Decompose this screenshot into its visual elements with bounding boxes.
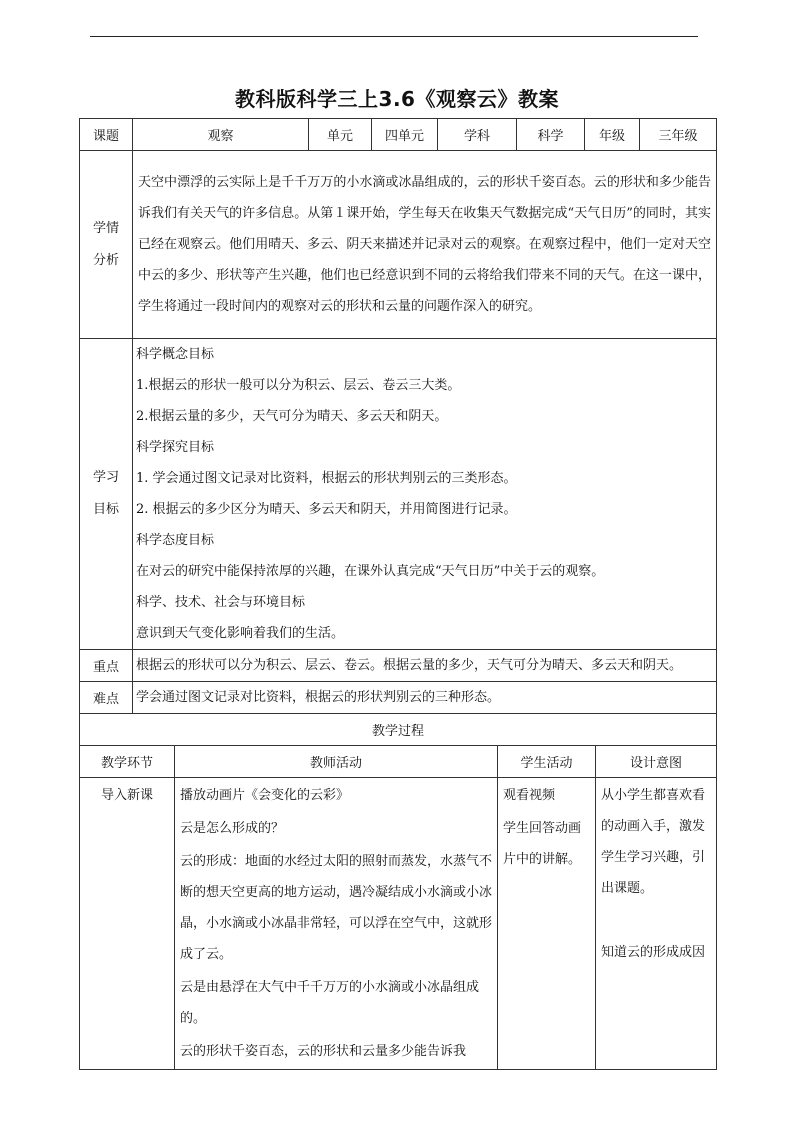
topic-label: 课题	[80, 119, 133, 151]
difficulty-text: 学会通过图文记录对比资料，根据云的形状判别云的三种形态。	[136, 690, 501, 705]
unit-label: 单元	[309, 119, 372, 151]
header-stage: 教学环节	[80, 746, 175, 778]
teacher-line: 云的形成：地面的水经过太阳的照射而蒸发，水蒸气不断的想天空更高的地方运动，遇冷凝结成小水滴或小冰晶，小水滴或小冰晶非常轻，可以浮在空气中，这就形成了云。	[180, 854, 493, 962]
analysis-text: 天空中漂浮的云实际上是千千万万的小水滴或冰晶组成的，云的形状千姿百态。云的形状和多少能告诉我们有关天气的许多信息。从第１课开始，学生每天在收集天气数据完成“天气日历”的同时，其实已经在观察云。他们用晴天、多云、阴天来描述并记录对云的观察。在观察过程中，他们一定对天空中云的多少、形状等产生兴趣，他们也已经意识到不同的云将给我们带来不同的天气。在这一课中，学生将通过一段时间内的观察对云的形状和云量的问题作深入的研究。	[138, 175, 711, 314]
process-title-row	[80, 714, 717, 746]
process-row-intro	[80, 778, 717, 1070]
unit-value: 四单元	[372, 119, 438, 151]
student-line: 观看视频	[503, 788, 556, 803]
stage-cell	[80, 778, 175, 1070]
key-point-row	[80, 650, 717, 682]
header-design-intent: 设计意图	[596, 746, 717, 778]
process-header-row	[80, 746, 717, 778]
objectives-content	[133, 339, 717, 650]
difficulty-row	[80, 682, 717, 714]
analysis-content	[133, 151, 717, 339]
intent-line: 知道云的形成成因	[601, 945, 706, 960]
topic-value: 观察	[133, 119, 309, 151]
objectives-label	[80, 339, 133, 650]
subject-value: 科学	[517, 119, 585, 151]
objective-line: 科学、技术、社会与环境目标	[136, 595, 306, 610]
difficulty-content	[133, 682, 717, 714]
header-student-activity: 学生活动	[498, 746, 596, 778]
objective-line: 科学态度目标	[136, 533, 215, 548]
analysis-label	[80, 151, 133, 339]
analysis-label-line-2: 分析	[92, 252, 119, 268]
stage-text: 导入新课	[100, 788, 153, 803]
objective-line: 2. 根据云的多少区分为晴天、多云天和阴天，并用简图进行记录。	[136, 502, 517, 517]
analysis-label-line-1: 学情	[92, 220, 119, 236]
info-row	[80, 119, 717, 151]
teacher-line: 云是由悬浮在大气中千千万万的小水滴或小冰晶组成的。	[180, 980, 480, 1026]
analysis-row	[80, 151, 717, 339]
header-rule	[90, 36, 698, 37]
student-activity-cell	[498, 778, 596, 1070]
intent-line: 从小学生都喜欢看的动画入手，激发学生学习兴趣，引出课题。	[601, 788, 706, 896]
objectives-label-line-1: 学习	[92, 470, 119, 485]
student-line: 学生回答动画片中的讲解。	[503, 821, 582, 867]
objectives-label-line-2: 目标	[92, 502, 119, 517]
objective-line: 2.根据云量的多少，天气可分为晴天、多云天和阴天。	[136, 409, 448, 424]
design-intent-cell	[596, 778, 717, 1070]
key-point-text: 根据云的形状可以分为积云、层云、卷云。根据云量的多少，天气可分为晴天、多云天和阴天。	[136, 658, 683, 673]
difficulty-label: 难点	[80, 682, 133, 714]
grade-value: 三年级	[640, 119, 717, 151]
objective-line: 在对云的研究中能保持浓厚的兴趣，在课外认真完成“天气日历”中关于云的观察。	[136, 564, 605, 579]
teacher-line: 播放动画片《会变化的云彩》	[180, 788, 350, 803]
teaching-process-table	[79, 713, 717, 1070]
objective-line: 意识到天气变化影响着我们的生活。	[136, 626, 345, 641]
lesson-info-table	[79, 118, 717, 714]
objective-line: 科学概念目标	[136, 347, 215, 362]
teacher-line: 云的形状千姿百态，云的形状和云量多少能告诉我	[180, 1044, 467, 1059]
objectives-row	[80, 339, 717, 650]
teacher-activity-cell	[175, 778, 498, 1070]
process-title: 教学过程	[80, 714, 717, 746]
teacher-line: 云是怎么形成的？	[180, 821, 285, 836]
objective-line: 1. 学会通过图文记录对比资料，根据云的形状判别云的三类形态。	[136, 471, 517, 486]
key-point-label: 重点	[80, 650, 133, 682]
objective-line: 1.根据云的形状一般可以分为积云、层云、卷云三大类。	[136, 378, 461, 393]
header-teacher-activity: 教师活动	[175, 746, 498, 778]
grade-label: 年级	[585, 119, 640, 151]
key-point-content	[133, 650, 717, 682]
objective-line: 科学探究目标	[136, 440, 215, 455]
document-title: 教科版科学三上3.6《观察云》教案	[235, 87, 559, 111]
subject-label: 学科	[438, 119, 517, 151]
